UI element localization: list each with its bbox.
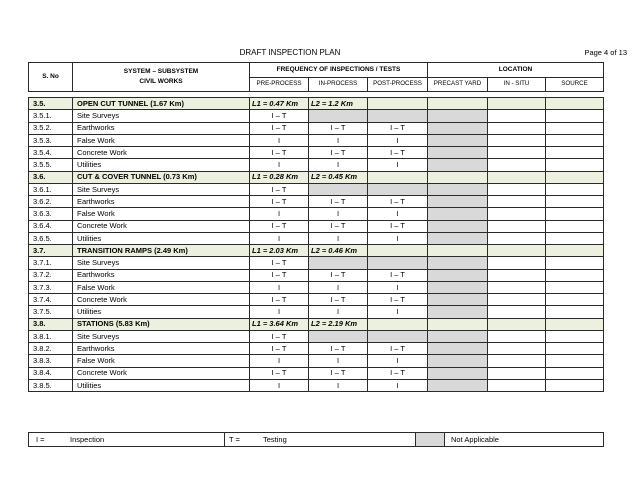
source-cell (546, 221, 604, 233)
item-name: False Work (73, 355, 250, 367)
in-process-cell: I (309, 233, 368, 245)
document-title: DRAFT INSPECTION PLAN (239, 48, 341, 57)
pre-process-cell: I – T (250, 294, 309, 306)
pre-process-cell: I – T (250, 221, 309, 233)
item-number: 3.5.4. (29, 147, 73, 159)
pre-process-cell: I (250, 159, 309, 171)
section-number: 3.7. (29, 245, 73, 257)
in-situ-cell (488, 184, 546, 196)
sno-header: S. No (29, 63, 73, 92)
item-name: Utilities (73, 306, 250, 318)
source-cell (546, 172, 604, 184)
source-cell (546, 135, 604, 147)
item-name: Site Surveys (73, 184, 250, 196)
section-title: CUT & COVER TUNNEL (0.73 Km) (73, 172, 250, 184)
source-cell (546, 306, 604, 318)
source-cell (546, 282, 604, 294)
in-process-cell (309, 331, 368, 343)
item-number: 3.8.2. (29, 343, 73, 355)
pre-process-cell: I (250, 208, 309, 220)
precast-yard-cell (428, 159, 488, 171)
system-header-line2: CIVIL WORKS (139, 77, 183, 85)
section-length-l1: L1 = 0.28 Km (250, 172, 309, 184)
in-situ-cell (488, 208, 546, 220)
legend-inspection-key: I = (36, 434, 45, 444)
source-cell (546, 98, 604, 110)
in-process-cell: I (309, 208, 368, 220)
in-process-cell (309, 184, 368, 196)
in-situ-cell (488, 221, 546, 233)
item-number: 3.7.2. (29, 270, 73, 282)
section-title: STATIONS (5.83 Km) (73, 319, 250, 331)
source-cell (546, 331, 604, 343)
item-name: Concrete Work (73, 221, 250, 233)
post-process-cell: I – T (368, 221, 428, 233)
pre-process-header: PRE-PROCESS (250, 78, 309, 93)
source-cell (546, 319, 604, 331)
post-process-cell: I – T (368, 343, 428, 355)
source-cell (546, 368, 604, 380)
item-number: 3.6.2. (29, 196, 73, 208)
section-title: TRANSITION RAMPS (2.49 Km) (73, 245, 250, 257)
post-process-header: POST-PROCESS (368, 78, 428, 93)
legend-inspection-label: Inspection (63, 433, 225, 446)
item-name: Site Surveys (73, 257, 250, 269)
in-process-cell (309, 257, 368, 269)
post-process-cell: I (368, 355, 428, 367)
precast-yard-cell (428, 196, 488, 208)
precast-yard-cell (428, 221, 488, 233)
frequency-header: FREQUENCY OF INSPECTIONS / TESTS (250, 63, 428, 78)
in-situ-cell (488, 135, 546, 147)
pre-process-cell: I – T (250, 368, 309, 380)
post-process-cell: I (368, 159, 428, 171)
in-process-cell: I (309, 355, 368, 367)
section-number: 3.8. (29, 319, 73, 331)
source-cell (546, 355, 604, 367)
item-number: 3.8.3. (29, 355, 73, 367)
pre-process-cell: I – T (250, 147, 309, 159)
item-name: Earthworks (73, 343, 250, 355)
post-process-cell (368, 98, 428, 110)
source-cell (546, 380, 604, 392)
in-situ-cell (488, 123, 546, 135)
legend (28, 432, 604, 447)
in-situ-cell (488, 159, 546, 171)
post-process-cell: I – T (368, 147, 428, 159)
section-number: 3.6. (29, 172, 73, 184)
section-length-l1: L1 = 0.47 Km (250, 98, 309, 110)
precast-yard-cell (428, 184, 488, 196)
in-process-cell: I – T (309, 221, 368, 233)
item-name: Concrete Work (73, 294, 250, 306)
post-process-cell (368, 331, 428, 343)
system-header-line1: SYSTEM – SUBSYSTEM (123, 67, 199, 75)
precast-yard-cell (428, 294, 488, 306)
item-name: Site Surveys (73, 110, 250, 122)
legend-testing-label: Testing (263, 434, 287, 444)
in-situ-cell (488, 110, 546, 122)
source-cell (546, 196, 604, 208)
item-name: False Work (73, 208, 250, 220)
precast-yard-cell (428, 208, 488, 220)
item-name: Site Surveys (73, 331, 250, 343)
pre-process-cell: I (250, 233, 309, 245)
precast-yard-cell (428, 306, 488, 318)
precast-yard-cell (428, 343, 488, 355)
precast-yard-cell (428, 380, 488, 392)
pre-process-cell: I – T (250, 110, 309, 122)
precast-yard-cell (428, 233, 488, 245)
in-process-cell: I (309, 306, 368, 318)
post-process-cell (368, 184, 428, 196)
legend-not-applicable-label: Not Applicable (451, 434, 499, 444)
precast-yard-cell (428, 110, 488, 122)
item-number: 3.6.3. (29, 208, 73, 220)
section-length-l2: L2 = 2.19 Km (309, 319, 368, 331)
item-number: 3.5.5. (29, 159, 73, 171)
pre-process-cell: I – T (250, 184, 309, 196)
post-process-cell: I (368, 380, 428, 392)
section-length-l1: L1 = 2.03 Km (250, 245, 309, 257)
precast-yard-cell (428, 147, 488, 159)
table-body (28, 97, 604, 392)
source-header: SOURCE (546, 78, 604, 93)
post-process-cell: I (368, 306, 428, 318)
pre-process-cell: I (250, 306, 309, 318)
system-header (73, 63, 250, 92)
in-process-cell: I (309, 159, 368, 171)
post-process-cell: I (368, 233, 428, 245)
in-situ-cell (488, 306, 546, 318)
in-situ-cell (488, 147, 546, 159)
pre-process-cell: I (250, 135, 309, 147)
in-situ-cell (488, 331, 546, 343)
item-number: 3.6.4. (29, 221, 73, 233)
item-number: 3.7.5. (29, 306, 73, 318)
in-situ-cell (488, 380, 546, 392)
in-situ-cell (488, 257, 546, 269)
item-number: 3.5.1. (29, 110, 73, 122)
legend-testing-key: T = (229, 434, 240, 444)
precast-yard-cell (428, 368, 488, 380)
legend-not-applicable-swatch (415, 433, 445, 446)
in-process-cell: I (309, 282, 368, 294)
post-process-cell (368, 257, 428, 269)
precast-yard-cell (428, 270, 488, 282)
item-number: 3.7.1. (29, 257, 73, 269)
table-header (28, 62, 604, 92)
in-situ-cell (488, 196, 546, 208)
post-process-cell: I (368, 208, 428, 220)
pre-process-cell: I – T (250, 331, 309, 343)
pre-process-cell: I (250, 380, 309, 392)
source-cell (546, 257, 604, 269)
precast-yard-cell (428, 331, 488, 343)
item-name: Concrete Work (73, 368, 250, 380)
in-situ-cell (488, 98, 546, 110)
source-cell (546, 159, 604, 171)
section-length-l2: L2 = 0.45 Km (309, 172, 368, 184)
in-process-cell: I – T (309, 196, 368, 208)
precast-yard-cell (428, 172, 488, 184)
in-process-cell: I (309, 135, 368, 147)
in-process-header: IN-PROCESS (309, 78, 368, 93)
source-cell (546, 294, 604, 306)
precast-yard-cell (428, 123, 488, 135)
post-process-cell (368, 319, 428, 331)
location-header: LOCATION (428, 63, 604, 78)
precast-yard-cell (428, 282, 488, 294)
precast-yard-cell (428, 257, 488, 269)
in-process-cell: I – T (309, 123, 368, 135)
section-length-l1: L1 = 3.64 Km (250, 319, 309, 331)
in-situ-cell (488, 270, 546, 282)
item-number: 3.8.4. (29, 368, 73, 380)
item-number: 3.6.5. (29, 233, 73, 245)
precast-yard-header: PRECAST YARD (428, 78, 488, 93)
post-process-cell: I – T (368, 368, 428, 380)
in-process-cell: I – T (309, 147, 368, 159)
in-process-cell: I – T (309, 343, 368, 355)
in-situ-cell (488, 319, 546, 331)
item-number: 3.7.3. (29, 282, 73, 294)
post-process-cell (368, 245, 428, 257)
item-name: Utilities (73, 380, 250, 392)
post-process-cell: I – T (368, 123, 428, 135)
item-number: 3.8.1. (29, 331, 73, 343)
item-number: 3.6.1. (29, 184, 73, 196)
source-cell (546, 343, 604, 355)
in-situ-cell (488, 282, 546, 294)
item-name: Earthworks (73, 270, 250, 282)
item-number: 3.8.5. (29, 380, 73, 392)
item-name: Earthworks (73, 196, 250, 208)
post-process-cell (368, 172, 428, 184)
pre-process-cell: I – T (250, 196, 309, 208)
pre-process-cell: I – T (250, 343, 309, 355)
precast-yard-cell (428, 98, 488, 110)
item-name: False Work (73, 282, 250, 294)
in-situ-cell (488, 245, 546, 257)
pre-process-cell: I – T (250, 270, 309, 282)
in-process-cell: I – T (309, 368, 368, 380)
item-name: False Work (73, 135, 250, 147)
section-number: 3.5. (29, 98, 73, 110)
post-process-cell: I – T (368, 294, 428, 306)
precast-yard-cell (428, 135, 488, 147)
section-length-l2: L2 = 1.2 Km (309, 98, 368, 110)
post-process-cell: I – T (368, 196, 428, 208)
in-situ-cell (488, 355, 546, 367)
source-cell (546, 147, 604, 159)
in-process-cell: I (309, 380, 368, 392)
pre-process-cell: I (250, 355, 309, 367)
precast-yard-cell (428, 319, 488, 331)
in-situ-header: IN - SITU (488, 78, 546, 93)
page-number: Page 4 of 13 (584, 48, 627, 57)
section-length-l2: L2 = 0.46 Km (309, 245, 368, 257)
in-situ-cell (488, 233, 546, 245)
in-situ-cell (488, 172, 546, 184)
post-process-cell: I – T (368, 270, 428, 282)
in-situ-cell (488, 368, 546, 380)
in-situ-cell (488, 294, 546, 306)
precast-yard-cell (428, 245, 488, 257)
item-name: Utilities (73, 233, 250, 245)
item-number: 3.7.4. (29, 294, 73, 306)
pre-process-cell: I (250, 282, 309, 294)
source-cell (546, 245, 604, 257)
section-title: OPEN CUT TUNNEL (1.67 Km) (73, 98, 250, 110)
item-number: 3.5.3. (29, 135, 73, 147)
post-process-cell: I (368, 282, 428, 294)
post-process-cell (368, 110, 428, 122)
precast-yard-cell (428, 355, 488, 367)
in-process-cell: I – T (309, 270, 368, 282)
source-cell (546, 184, 604, 196)
in-process-cell (309, 110, 368, 122)
item-name: Concrete Work (73, 147, 250, 159)
source-cell (546, 110, 604, 122)
item-name: Utilities (73, 159, 250, 171)
source-cell (546, 123, 604, 135)
source-cell (546, 233, 604, 245)
in-process-cell: I – T (309, 294, 368, 306)
item-name: Earthworks (73, 123, 250, 135)
source-cell (546, 270, 604, 282)
pre-process-cell: I – T (250, 123, 309, 135)
source-cell (546, 208, 604, 220)
pre-process-cell: I – T (250, 257, 309, 269)
in-situ-cell (488, 343, 546, 355)
item-number: 3.5.2. (29, 123, 73, 135)
post-process-cell: I (368, 135, 428, 147)
